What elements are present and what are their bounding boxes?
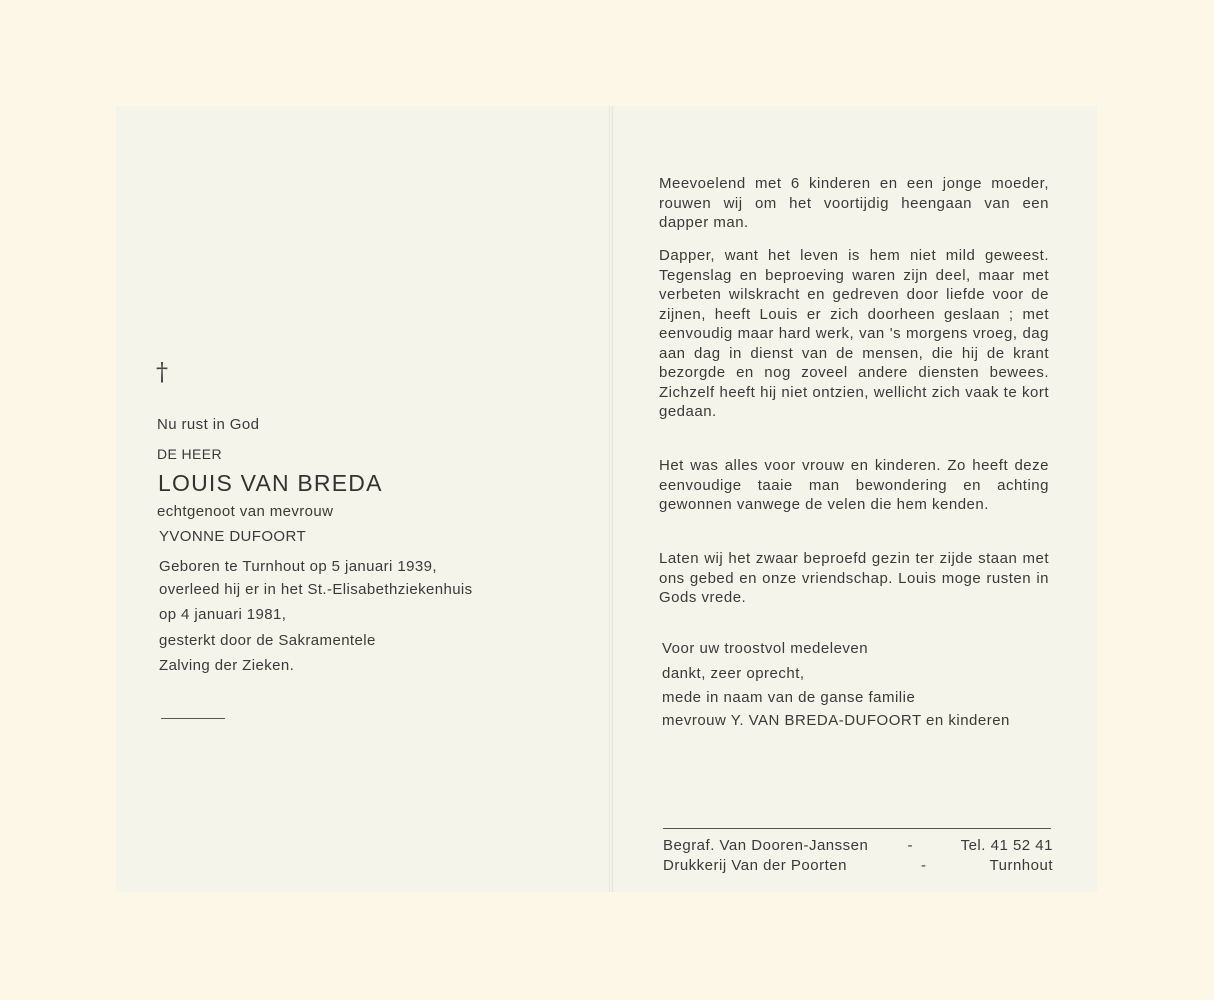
footer-separator: - (921, 857, 927, 874)
title-line: DE HEER (157, 446, 223, 462)
divider (663, 828, 1051, 829)
spouse-name: YVONNE DUFOORT (159, 528, 307, 545)
footer-line (663, 837, 1053, 854)
left-panel (116, 106, 609, 892)
bio-line: Geboren te Turnhout op 5 januari 1939, (159, 558, 437, 575)
right-panel (613, 106, 1097, 892)
bio-line: Zalving der Zieken. (159, 657, 295, 674)
thanks-line: dankt, zeer oprecht, (662, 665, 805, 682)
cross-icon: † (156, 358, 168, 386)
bio-line: gesterkt door de Sakramentele (159, 632, 376, 649)
footer-info: Turnhout (989, 857, 1053, 874)
footer-separator: - (907, 837, 914, 854)
footer-name: Begraf. Van Dooren-Janssen (663, 837, 869, 854)
thanks-line: mevrouw Y. VAN BREDA-DUFOORT en kinderen (662, 712, 1010, 729)
bio-line: overleed hij er in het St.-Elisabethziekenhuis (159, 581, 473, 598)
footer-line (663, 857, 1053, 874)
paragraph: Laten wij het zwaar beproefd gezin ter zijde staan met ons gebed en onze vriendschap. Louis moge rusten in Gods vrede. (659, 550, 1049, 606)
rest-line: Nu rust in God (157, 416, 260, 433)
spouse-label: echtgenoot van mevrouw (157, 503, 334, 520)
divider (161, 718, 225, 719)
paragraph: Meevoelend met 6 kinderen en een jonge moeder, rouwen wij om het voortijdig heengaan van een dapper man. (659, 175, 1049, 231)
paragraph: Het was alles voor vrouw en kinderen. Zo heeft deze eenvoudige taaie man bewondering en achting gewonnen vanwege de velen die hem kenden. (659, 457, 1049, 513)
memorial-card (116, 106, 1097, 892)
footer-name: Drukkerij Van der Poorten (663, 857, 847, 874)
thanks-line: mede in naam van de ganse familie (662, 689, 916, 706)
bio-line: op 4 januari 1981, (159, 606, 287, 623)
deceased-name: LOUIS VAN BREDA (158, 470, 383, 496)
paragraph: Dapper, want het leven is hem niet mild geweest. Tegenslag en beproeving waren zijn deel, maar met verbeten wilskracht en gedreven door liefde voor de zijnen, heeft Louis er zich doorheen geslaan ; met eenvoudig maar hard werk, van 's morgens vroeg, dag aan dag in dienst van de mensen, die hij de krant bezorgde en nog zoveel andere diensten bewees. Zichzelf heeft hij niet ontzien, wellicht zich vaak te kort gedaan. (659, 247, 1049, 420)
footer-info: Tel. 41 52 41 (960, 837, 1053, 854)
thanks-line: Voor uw troostvol medeleven (662, 640, 869, 657)
